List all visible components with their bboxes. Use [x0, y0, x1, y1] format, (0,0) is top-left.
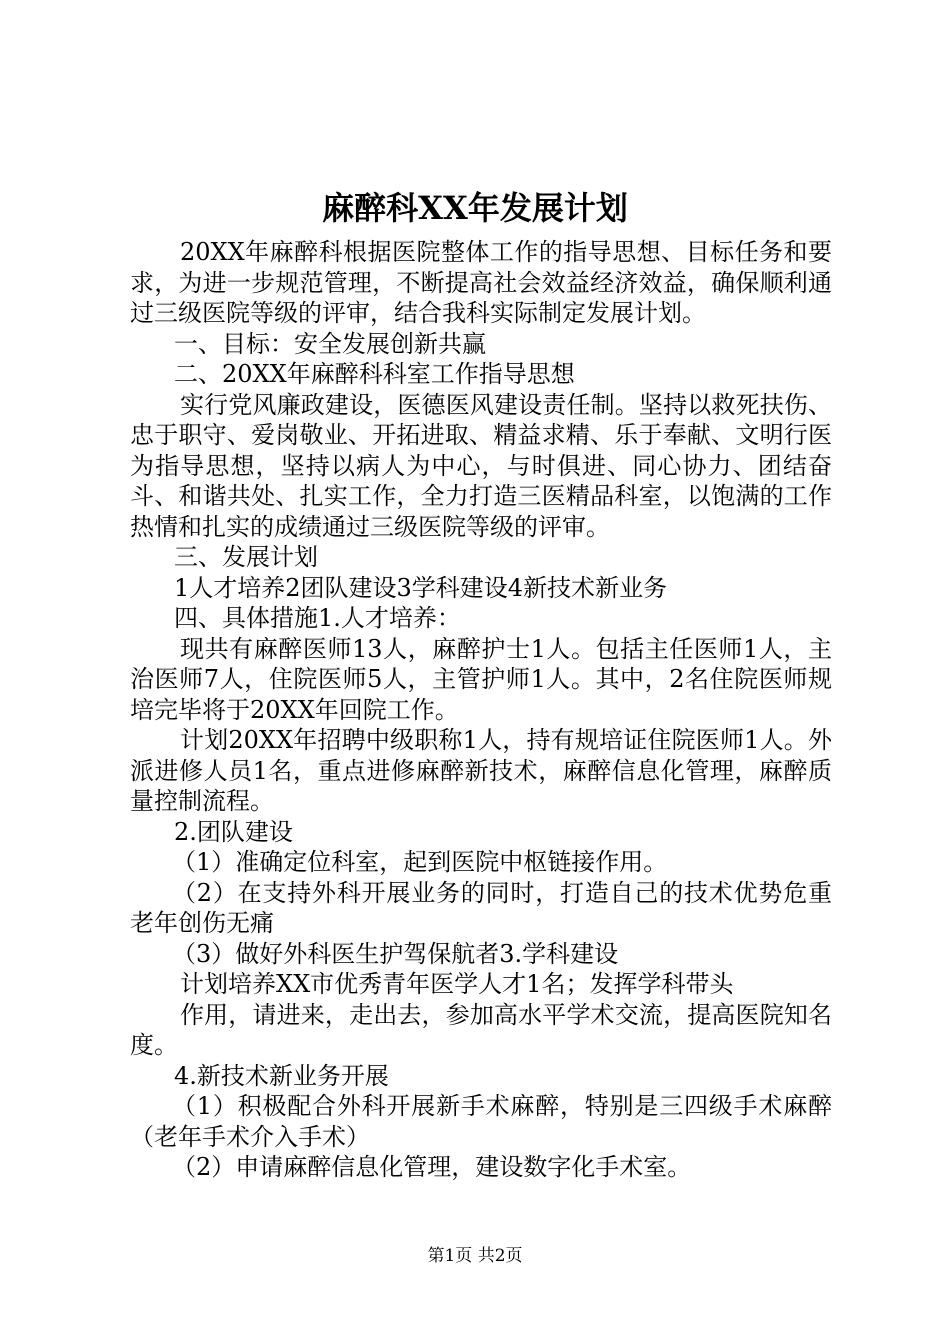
new-tech-item-1: （1）积极配合外科开展新手术麻醉，特别是三四级手术麻醉（老年手术介入手术） [130, 1092, 832, 1151]
staff-paragraph: 现共有麻醉医师13人，麻醉护士1人。包括主任医师1人，主治医师7人，住院医师5人，主管护师1人。其中，2名住院医师规培完毕将于20XX年回院工作。 [130, 634, 832, 724]
new-tech-item-2: （2）申请麻醉信息化管理，建设数字化手术室。 [172, 1153, 692, 1181]
section-heading-development-plan: 三、发展计划 [174, 543, 318, 571]
discipline-plan-continuation: 作用，请进来，走出去，参加高水平学术交流，提高医院知名度。 [130, 1000, 832, 1059]
recruitment-paragraph: 计划20XX年招聘中级职称1人，持有规培证住院医师1人。外派进修人员1名，重点进修麻醉新技术，麻醉信息化管理，麻醉质量控制流程。 [130, 726, 832, 815]
document-body [130, 237, 832, 1183]
page-footer: 第1页 共2页 [427, 1246, 523, 1266]
document-title: 麻醉科XX年发展计划 [322, 189, 628, 227]
subheading-new-technology: 4.新技术新业务开展 [174, 1061, 389, 1090]
guiding-thought-paragraph: 实行党风廉政建设，医德医风建设责任制。坚持以救死扶伤、忠于职守、爱岗敬业、开拓进取、精益求精、乐于奉献、文明行医为指导思想，坚持以病人为中心，与时俱进、同心协力、团结奋斗、和谐共处、扎实工作，全力打造三医精品科室，以饱满的工作热情和扎实的成绩通过三级医院等级的评审。 [130, 390, 832, 541]
section-heading-goal: 一、目标：安全发展创新共赢 [174, 329, 486, 358]
team-item-3: （3）做好外科医生护驾保航者3.学科建设 [172, 939, 619, 968]
section-heading-measures: 四、具体措施1.人才培养： [174, 604, 461, 632]
discipline-plan-line: 计划培养XX市优秀青年医学人才1名；发挥学科带头 [180, 970, 734, 998]
development-plan-list: 1人才培养2团队建设3学科建设4新技术新业务 [174, 573, 668, 602]
section-heading-guiding-thought: 二、20XX年麻醉科科室工作指导思想 [174, 360, 575, 388]
team-item-1: （1）准确定位科室，起到医院中枢链接作用。 [172, 848, 668, 876]
intro-paragraph: 20XX年麻醉科根据医院整体工作的指导思想、目标任务和要求，为进一步规范管理，不断提高社会效益经济效益，确保顺利通过三级医院等级的评审，结合我科实际制定发展计划。 [130, 238, 832, 327]
team-item-2: （2）在支持外科开展业务的同时，打造自己的技术优势危重老年创伤无痛 [130, 878, 832, 937]
subheading-team-building: 2.团队建设 [174, 817, 293, 846]
